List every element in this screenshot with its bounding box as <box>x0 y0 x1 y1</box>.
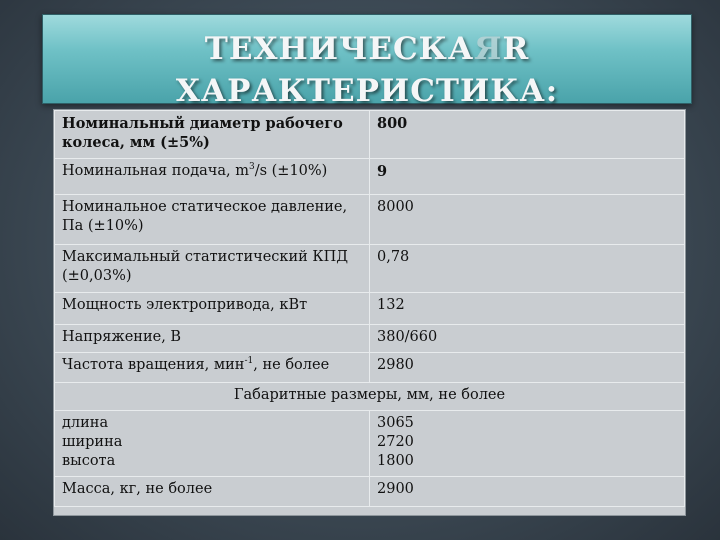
row-value: 2900 <box>370 477 685 507</box>
dim-value-width: 2720 <box>377 434 414 450</box>
row-label: Масса, кг, не более <box>55 477 370 507</box>
row-value: 2980 <box>370 353 685 383</box>
row-label: Напряжение, В <box>55 325 370 353</box>
specs-table <box>53 109 686 516</box>
row-label: Номинальный диаметр рабочего колеса, мм (±5%) <box>55 111 370 159</box>
table-row <box>55 195 685 245</box>
table-row <box>55 159 685 195</box>
table-row <box>55 353 685 383</box>
row-label: Максимальный статистический КПД (±0,03%) <box>55 245 370 293</box>
table-row <box>55 245 685 293</box>
title-text-end: R <box>502 31 530 67</box>
row-value: 8000 <box>370 195 685 245</box>
section-header-row <box>55 383 685 411</box>
title-banner <box>42 14 692 109</box>
row-value: 800 <box>370 111 685 159</box>
row-value: 9 <box>370 159 685 195</box>
row-label: Номинальное статическое давление, Па (±10%) <box>55 195 370 245</box>
title-text-main: ТЕХНИЧЕСКА <box>204 31 475 67</box>
dims-labels <box>55 411 370 477</box>
dim-value-length: 3065 <box>377 415 414 431</box>
row-label: Номинальная подача, $m^3/s$ (±10%) <box>55 159 370 195</box>
row-label: Мощность электропривода, кВт <box>55 293 370 325</box>
dim-label-height: высота <box>62 453 116 469</box>
dims-values <box>370 411 685 477</box>
row-value: 380/660 <box>370 325 685 353</box>
dim-label-length: длина <box>62 415 109 431</box>
table-row <box>55 293 685 325</box>
page-title-line-2: ХАРАКТЕРИСТИКА: <box>175 73 559 109</box>
row-value: 0,78 <box>370 245 685 293</box>
table-row <box>55 111 685 159</box>
row-label: Частота вращения, мин$^{-1}$, не более <box>55 353 370 383</box>
dim-value-height: 1800 <box>377 453 414 469</box>
page-title-line-1 <box>43 31 691 67</box>
section-header: Габаритные размеры, мм, не более <box>55 383 685 411</box>
table-row <box>55 325 685 353</box>
table-row <box>55 411 685 477</box>
dim-label-width: ширина <box>62 434 123 450</box>
table-row <box>55 477 685 507</box>
row-value: 132 <box>370 293 685 325</box>
title-text-ghost: Я <box>474 31 503 67</box>
